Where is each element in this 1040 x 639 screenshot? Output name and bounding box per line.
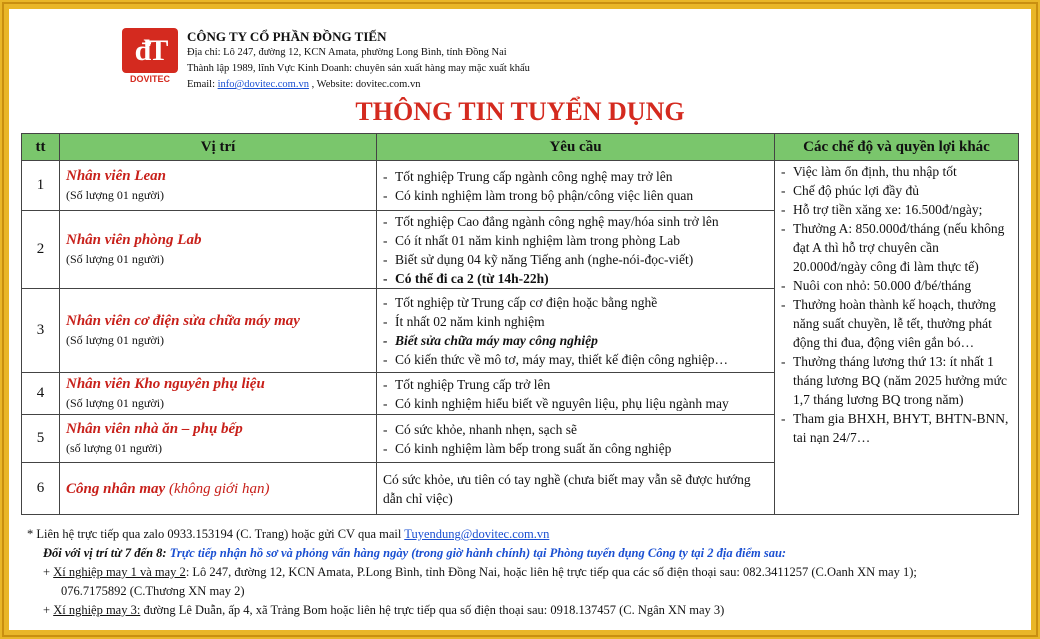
contact-line-interview [27, 544, 917, 563]
requirement-item: - Có kinh nghiệm hiểu biết về nguyên liệu, phụ liệu ngành may [383, 394, 768, 413]
page-title: THÔNG TIN TUYỂN DỤNG [355, 97, 685, 126]
position-cell [60, 373, 377, 415]
benefit-item: - Hỗ trợ tiền xăng xe: 16.500đ/ngày; [781, 200, 1012, 219]
company-address: Địa chỉ: Lô 247, đường 12, KCN Amata, phường Long Bình, tỉnh Đồng Nai [187, 47, 507, 58]
logo-brand: DOVITEC [129, 74, 170, 84]
company-email-link[interactable]: info@dovitec.com.vn [217, 79, 309, 90]
requirement-item: - Có kinh nghiệm làm bếp trong suất ăn công nghiệp [383, 439, 768, 458]
position-count: (Số lượng 01 người) [66, 395, 165, 410]
contact-line-xn1-cont: 076.7175892 (C.Thương XN may 2) [61, 584, 245, 598]
position-title: Công nhân may [66, 480, 166, 497]
contact-line-zalo [27, 525, 917, 544]
position-title: Nhân viên cơ điện sửa chữa máy may [66, 312, 300, 329]
benefit-item: - Thưởng hoàn thành kế hoạch, thưởng năng suất chuyền, lễ tết, thưởng phát động thi đua, động viên gắn bó… [781, 295, 1012, 352]
benefit-item: - Chế độ phúc lợi đầy đủ [781, 181, 1012, 200]
xn1-label: Xí nghiệp may 1 và may 2 [53, 565, 186, 579]
benefits-cell [775, 161, 1019, 515]
row-number: 1 [22, 161, 60, 211]
contact-line-xn3: + Xí nghiệp may 3: đường Lê Duẫn, ấp 4, xã Trảng Bom hoặc liên hệ trực tiếp qua số điện thoại sau: 0918.137457 (C. Ngân XN may 3) [43, 603, 725, 617]
interview-lead: Đối với vị trí từ 7 đến 8: [43, 546, 167, 560]
requirement-item: - Tốt nghiệp Trung cấp trở lên [383, 375, 768, 394]
email-label: Email: [187, 79, 218, 90]
position-cell [60, 415, 377, 463]
xn3-label: Xí nghiệp may 3: [53, 603, 141, 617]
position-title: Nhân viên nhà ăn – phụ bếp [66, 420, 243, 437]
row-number: 3 [22, 289, 60, 373]
requirement-item: - Tốt nghiệp Trung cấp ngành công nghệ may trở lên [383, 167, 768, 186]
requirement-item: - Ít nhất 02 năm kinh nghiệm [383, 312, 768, 331]
requirement-item: - Biết sử dụng 04 kỹ năng Tiếng anh (nghe-nói-đọc-viết) [383, 250, 768, 269]
benefit-item: - Nuôi con nhỏ: 50.000 đ/bé/tháng [781, 276, 1012, 295]
logo-mark: đT [122, 28, 178, 73]
position-title: Nhân viên Kho nguyên phụ liệu [66, 375, 265, 392]
company-logo [122, 28, 178, 84]
requirement-item: - Tốt nghiệp từ Trung cấp cơ điện hoặc bằng nghề [383, 293, 768, 312]
company-website: , Website: dovitec.com.vn [311, 79, 421, 90]
requirements-cell [377, 161, 775, 211]
position-title: Nhân viên Lean [66, 167, 167, 184]
position-count: (Số lượng 01 người) [66, 332, 165, 347]
company-founded: Thành lập 1989, lĩnh Vực Kinh Doanh: chuyên sản xuất hàng may mặc xuất khẩu [187, 63, 530, 74]
position-cell [60, 211, 377, 289]
header-requirements: Yêu cầu [377, 134, 775, 161]
company-info [187, 29, 530, 93]
requirements-cell: Có sức khỏe, ưu tiên có tay nghề (chưa biết may vẫn sẽ được hướng dẫn chỉ việc) [377, 463, 775, 515]
position-count: (số lượng 01 người) [66, 440, 163, 455]
row-number: 5 [22, 415, 60, 463]
contact-line-xn1: + Xí nghiệp may 1 và may 2: Lô 247, đường 12, KCN Amata, P.Long Bình, tỉnh Đồng Nai, hoặc liên hệ trực tiếp qua các số điện thoại sau: 082.3411257 (C.Oanh XN may 1); [43, 565, 917, 579]
requirement-item: - Có kinh nghiệm làm trong bộ phận/công việc liên quan [383, 186, 768, 205]
recruitment-email-link[interactable]: Tuyendung@dovitec.com.vn [404, 527, 550, 541]
row-number: 6 [22, 463, 60, 515]
interview-text: Trực tiếp nhận hồ sơ và phỏng vấn hàng ngày (trong giờ hành chính) tại Phòng tuyển dụng Công ty tại 2 địa điểm sau: [166, 546, 787, 560]
benefit-item: - Thưởng tháng lương thứ 13: ít nhất 1 tháng lương BQ (năm 2025 hưởng mức 1,7 tháng lương BQ trong năm) [781, 352, 1012, 409]
position-cell [60, 463, 377, 515]
contact-line-text: * Liên hệ trực tiếp qua zalo 0933.153194 (C. Trang) hoặc gửi CV qua mail [27, 527, 405, 541]
xn3-text: đường Lê Duẫn, ấp 4, xã Trảng Bom hoặc liên hệ trực tiếp qua số điện thoại sau: 0918.137457 (C. Ngân XN may 3) [140, 603, 725, 617]
table-header-row [22, 134, 1019, 161]
position-count: (Số lượng 01 người) [66, 251, 165, 266]
xn1-text: : Lô 247, đường 12, KCN Amata, P.Long Bình, tỉnh Đồng Nai, hoặc liên hệ trực tiếp qua các số điện thoại sau: 082.3411257 (C.Oanh XN may 1); [185, 565, 917, 579]
position-title: Nhân viên phòng Lab [66, 231, 202, 248]
requirement-item: - Tốt nghiệp Cao đẳng ngành công nghệ may/hóa sinh trở lên [383, 212, 768, 231]
row-number: 4 [22, 373, 60, 415]
requirements-cell [377, 211, 775, 289]
requirement-item: - Biết sửa chữa máy may công nghiệp [383, 331, 768, 350]
requirement-item: - Có kiến thức về mô tơ, máy may, thiết kế điện công nghiệp… [383, 350, 768, 369]
header-tt: tt [22, 134, 60, 161]
requirements-cell [377, 415, 775, 463]
position-cell [60, 161, 377, 211]
row-number: 2 [22, 211, 60, 289]
requirements-cell [377, 373, 775, 415]
contact-footer [27, 525, 917, 620]
position-cell [60, 289, 377, 373]
company-name: CÔNG TY CỔ PHẦN ĐỒNG TIẾN [187, 29, 387, 44]
benefit-item: - Tham gia BHXH, BHYT, BHTN-BNN, tai nạn 24/7… [781, 409, 1012, 447]
company-contact [187, 77, 530, 93]
table-row [22, 161, 1019, 211]
recruitment-table [21, 133, 1019, 515]
requirement-item: - Có ít nhất 01 năm kinh nghiệm làm trong phòng Lab [383, 231, 768, 250]
position-limit: (không giới hạn) [165, 480, 270, 497]
requirement-item: - Có thể đi ca 2 (từ 14h-22h) [383, 269, 768, 288]
benefit-item: - Thưởng A: 850.000đ/tháng (nếu không đạt A thì hỗ trợ chuyên cần 20.000đ/ngày công đi làm thực tế) [781, 219, 1012, 276]
requirement-item: - Có sức khỏe, nhanh nhẹn, sạch sẽ [383, 420, 768, 439]
benefit-item: - Việc làm ổn định, thu nhập tốt [781, 162, 1012, 181]
requirements-cell [377, 289, 775, 373]
header-benefits: Các chế độ và quyền lợi khác [775, 134, 1019, 161]
position-count: (Số lượng 01 người) [66, 187, 165, 202]
header-position: Vị trí [60, 134, 377, 161]
